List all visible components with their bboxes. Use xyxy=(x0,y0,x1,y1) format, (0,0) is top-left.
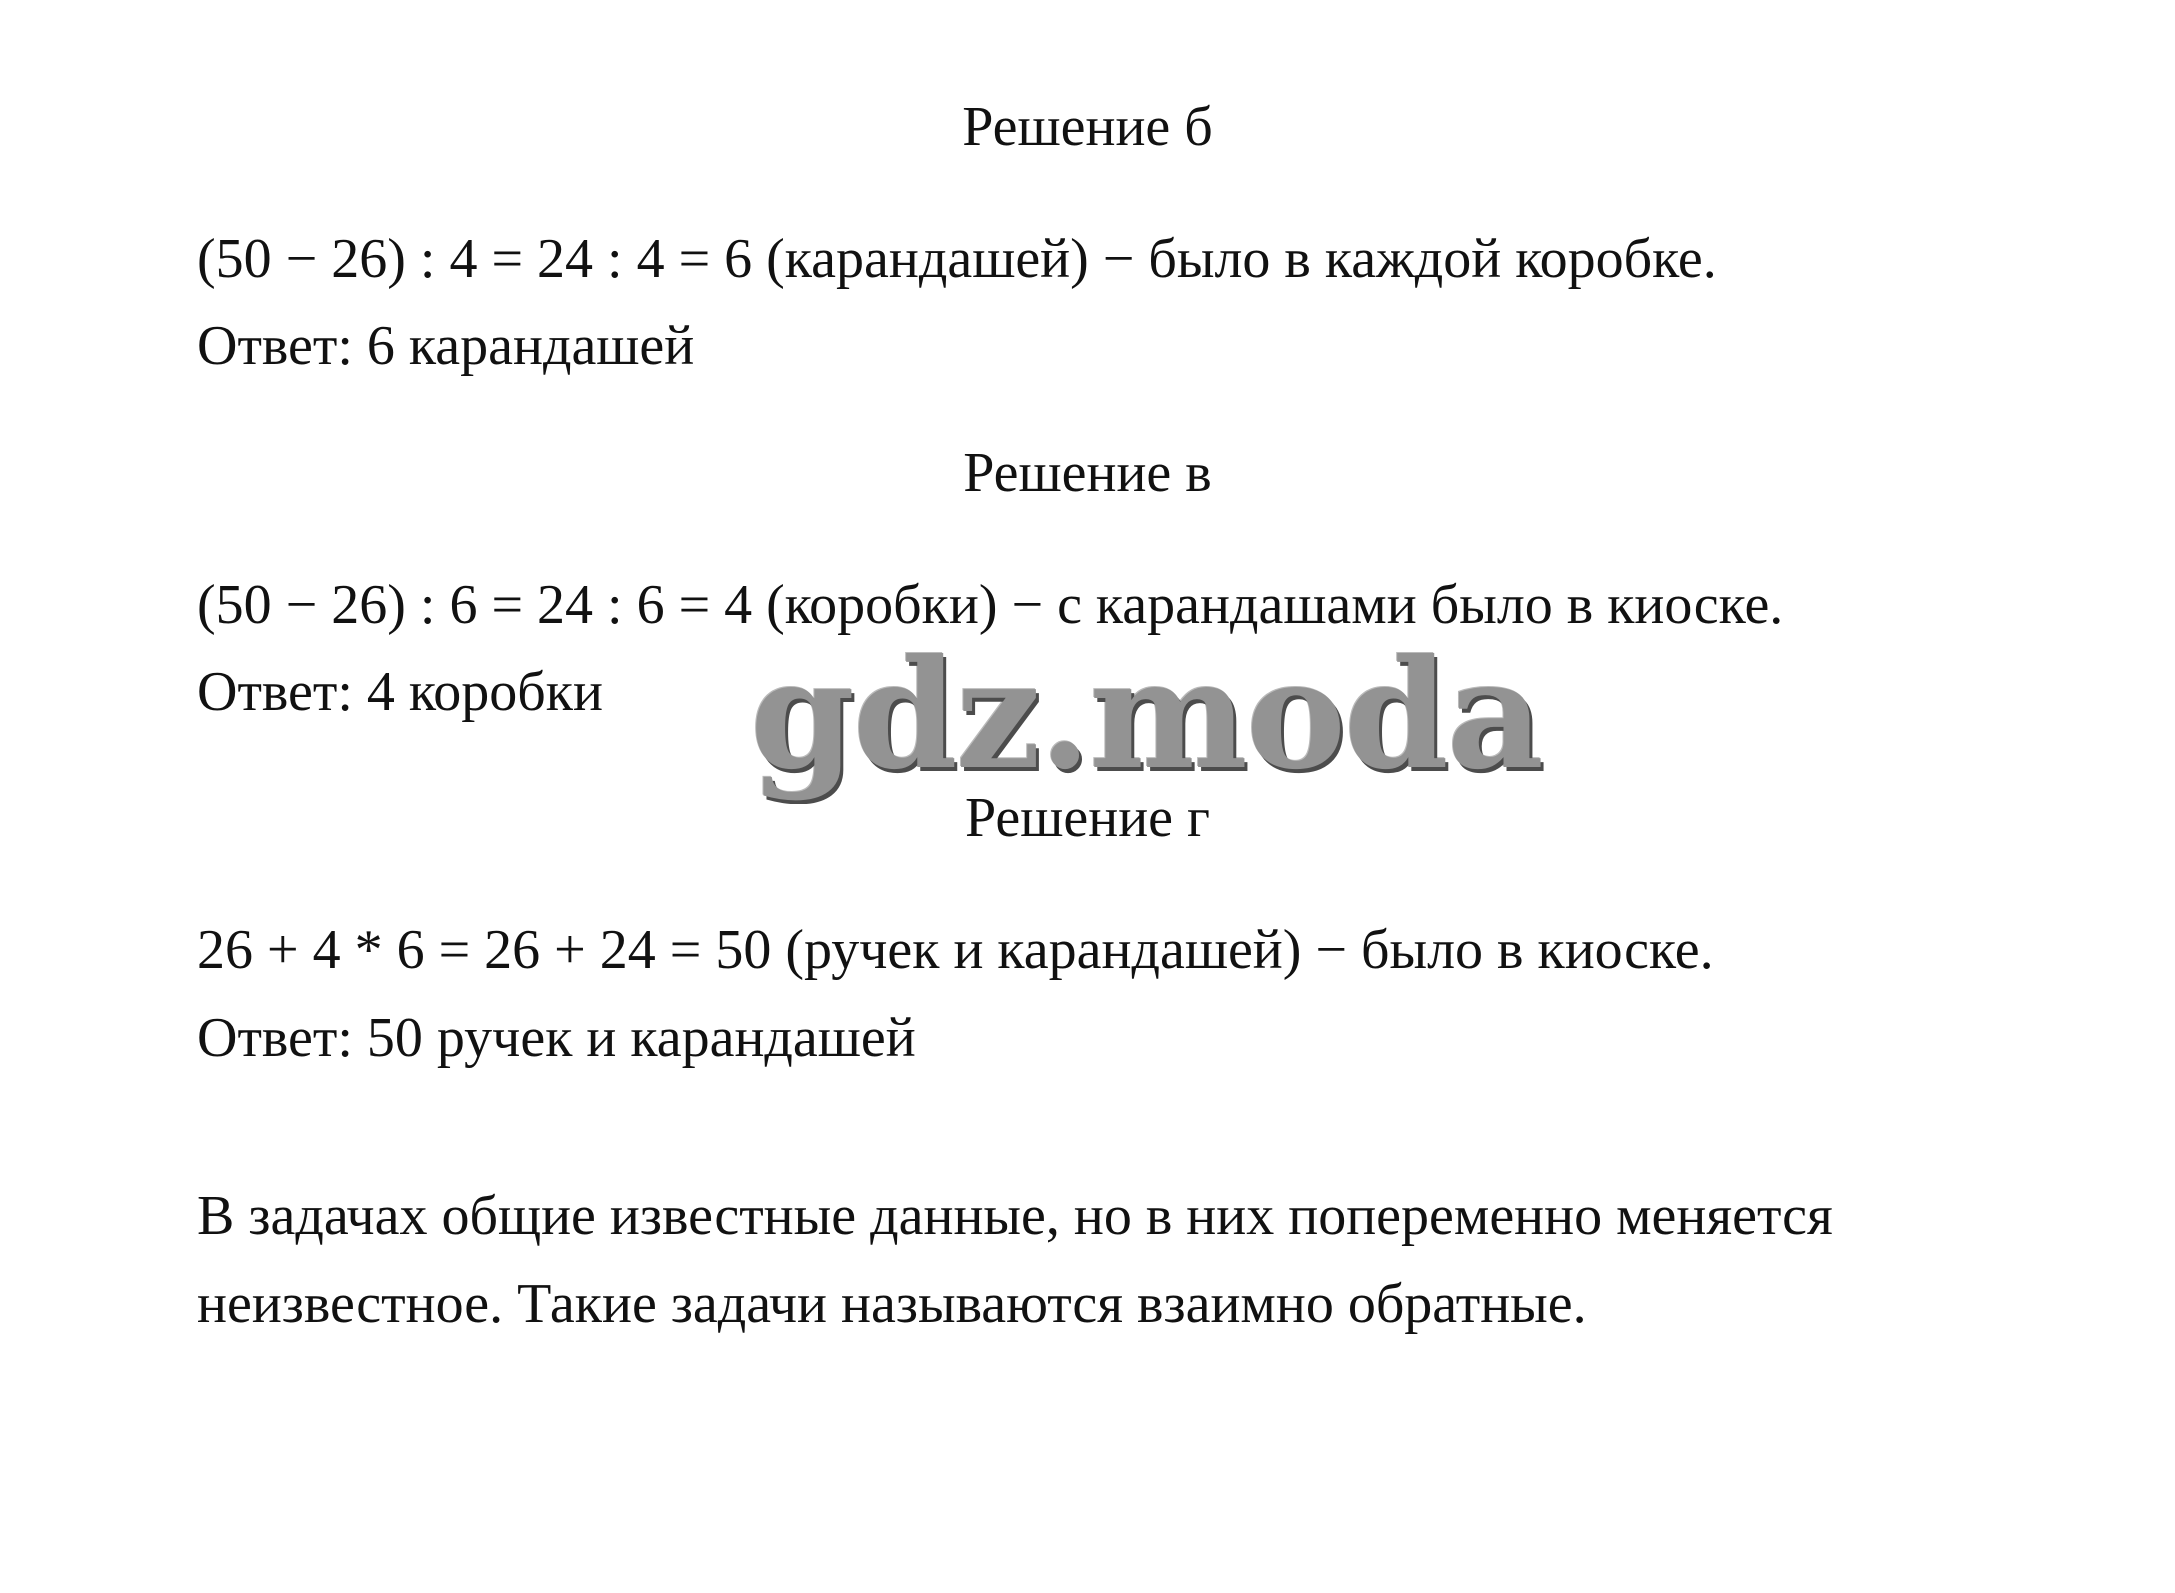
solution-v-heading: Решение в xyxy=(963,442,1212,504)
solution-v-expression: (50 − 26) : 6 = 24 : 6 = 4 (коробки) − с карандашами было в киоске. xyxy=(197,574,1784,636)
solution-v-answer: Ответ: 4 коробки xyxy=(197,661,603,723)
solution-g-answer: Ответ: 50 ручек и карандашей xyxy=(197,1007,916,1069)
site-watermark: gdz.moda xyxy=(750,627,1543,803)
solution-b-heading: Решение б xyxy=(962,96,1213,158)
solution-b-answer: Ответ: 6 карандашей xyxy=(197,315,695,377)
conclusion-line-1: В задачах общие известные данные, но в них попеременно меняется xyxy=(197,1185,1833,1247)
solution-b-expression: (50 − 26) : 4 = 24 : 4 = 6 (карандашей) − было в каждой коробке. xyxy=(197,228,1717,290)
solution-g-expression: 26 + 4 * 6 = 26 + 24 = 50 (ручек и карандашей) − было в киоске. xyxy=(197,919,1714,981)
conclusion-line-2: неизвестное. Такие задачи называются взаимно обратные. xyxy=(197,1273,1587,1335)
solution-g-heading: Решение г xyxy=(965,787,1210,849)
